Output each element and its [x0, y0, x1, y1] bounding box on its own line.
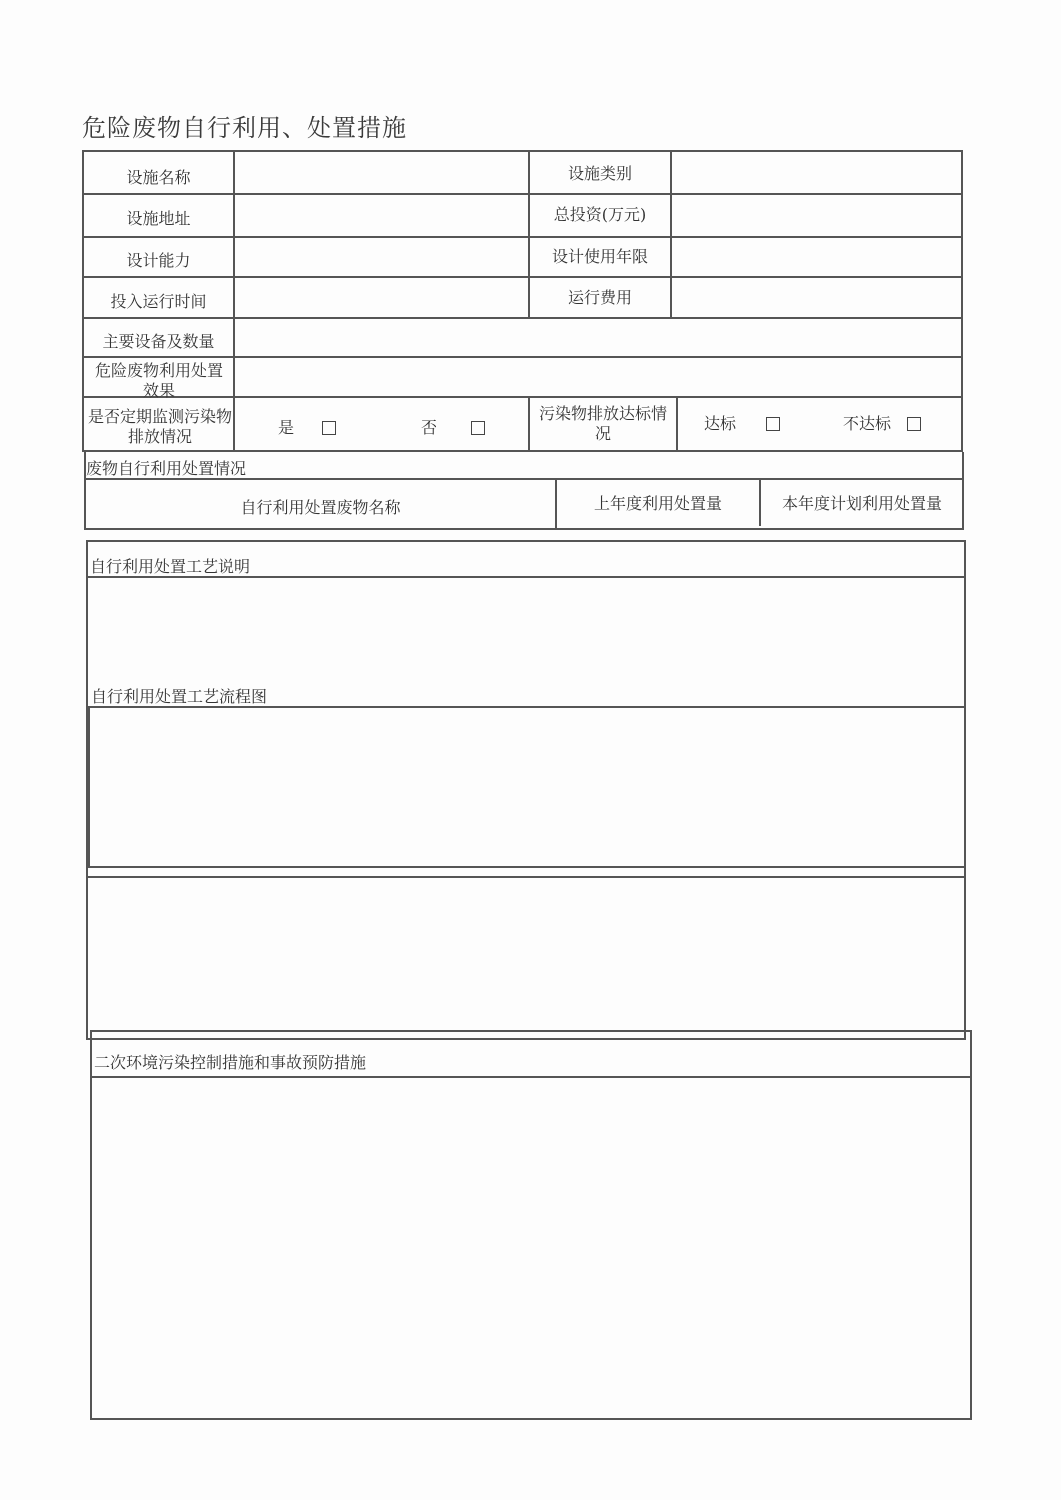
disposal-effect-field[interactable]	[235, 358, 961, 396]
total-investment-label: 总投资(万元)	[553, 205, 647, 224]
compliant-option[interactable]	[694, 410, 790, 438]
service-life-label: 设计使用年限	[551, 247, 648, 266]
design-capacity-field[interactable]	[235, 238, 528, 276]
table-edge	[962, 452, 964, 480]
row-divider	[90, 1076, 972, 1078]
compliant-label: 达标	[703, 414, 736, 433]
noncompliant-label: 不达标	[842, 414, 891, 433]
this-year-plan-header: 本年度计划利用处置量	[781, 494, 942, 513]
facility-address-field[interactable]	[235, 195, 528, 236]
running-cost-field[interactable]	[672, 278, 961, 317]
monitoring-no-label: 否	[420, 418, 437, 437]
table-edge	[84, 452, 86, 480]
total-investment-field[interactable]	[672, 195, 961, 236]
main-equipment-label: 主要设备及数量	[102, 332, 215, 351]
last-year-amount-header: 上年度利用处置量	[593, 494, 722, 513]
checkbox-icon[interactable]	[322, 421, 336, 435]
process-description-label: 自行利用处置工艺说明	[90, 557, 251, 576]
main-equipment-field[interactable]	[235, 319, 961, 356]
process-description-field[interactable]	[88, 580, 964, 680]
monitoring-yes-option[interactable]	[262, 414, 352, 442]
service-life-field[interactable]	[672, 238, 961, 276]
disposal-section-heading: 废物自行利用处置情况	[86, 459, 247, 478]
process-flow-diagram-area[interactable]	[88, 706, 966, 868]
monitoring-no-option[interactable]	[408, 414, 498, 442]
col-divider	[528, 396, 530, 452]
facility-address-label: 设施地址	[126, 209, 191, 228]
monitoring-label: 是否定期监测污染物排放情况	[88, 407, 233, 446]
waste-name-header: 自行利用处置废物名称	[240, 498, 401, 517]
process-flow-label: 自行利用处置工艺流程图	[91, 687, 268, 706]
disposal-effect-label: 危险废物利用处置效果	[94, 361, 223, 400]
checkbox-icon[interactable]	[907, 417, 921, 431]
page-title: 危险废物自行利用、处置措施	[82, 114, 407, 142]
col-divider	[676, 396, 678, 452]
facility-category-field[interactable]	[672, 152, 961, 193]
facility-name-label: 设施名称	[126, 168, 191, 187]
design-capacity-label: 设计能力	[126, 251, 191, 270]
emission-compliance-label: 污染物排放达标情况	[538, 404, 667, 443]
secondary-measures-field[interactable]	[92, 1080, 970, 1418]
facility-name-field[interactable]	[235, 152, 528, 193]
start-operation-label: 投入运行时间	[110, 292, 207, 311]
checkbox-icon[interactable]	[471, 421, 485, 435]
facility-category-label: 设施类别	[567, 164, 632, 183]
running-cost-label: 运行费用	[567, 288, 632, 307]
monitoring-yes-label: 是	[277, 418, 294, 437]
checkbox-icon[interactable]	[766, 417, 780, 431]
noncompliant-option[interactable]	[834, 410, 930, 438]
start-operation-field[interactable]	[235, 278, 528, 317]
secondary-measures-label: 二次环境污染控制措施和事故预防措施	[94, 1053, 367, 1072]
row-divider	[88, 876, 966, 878]
